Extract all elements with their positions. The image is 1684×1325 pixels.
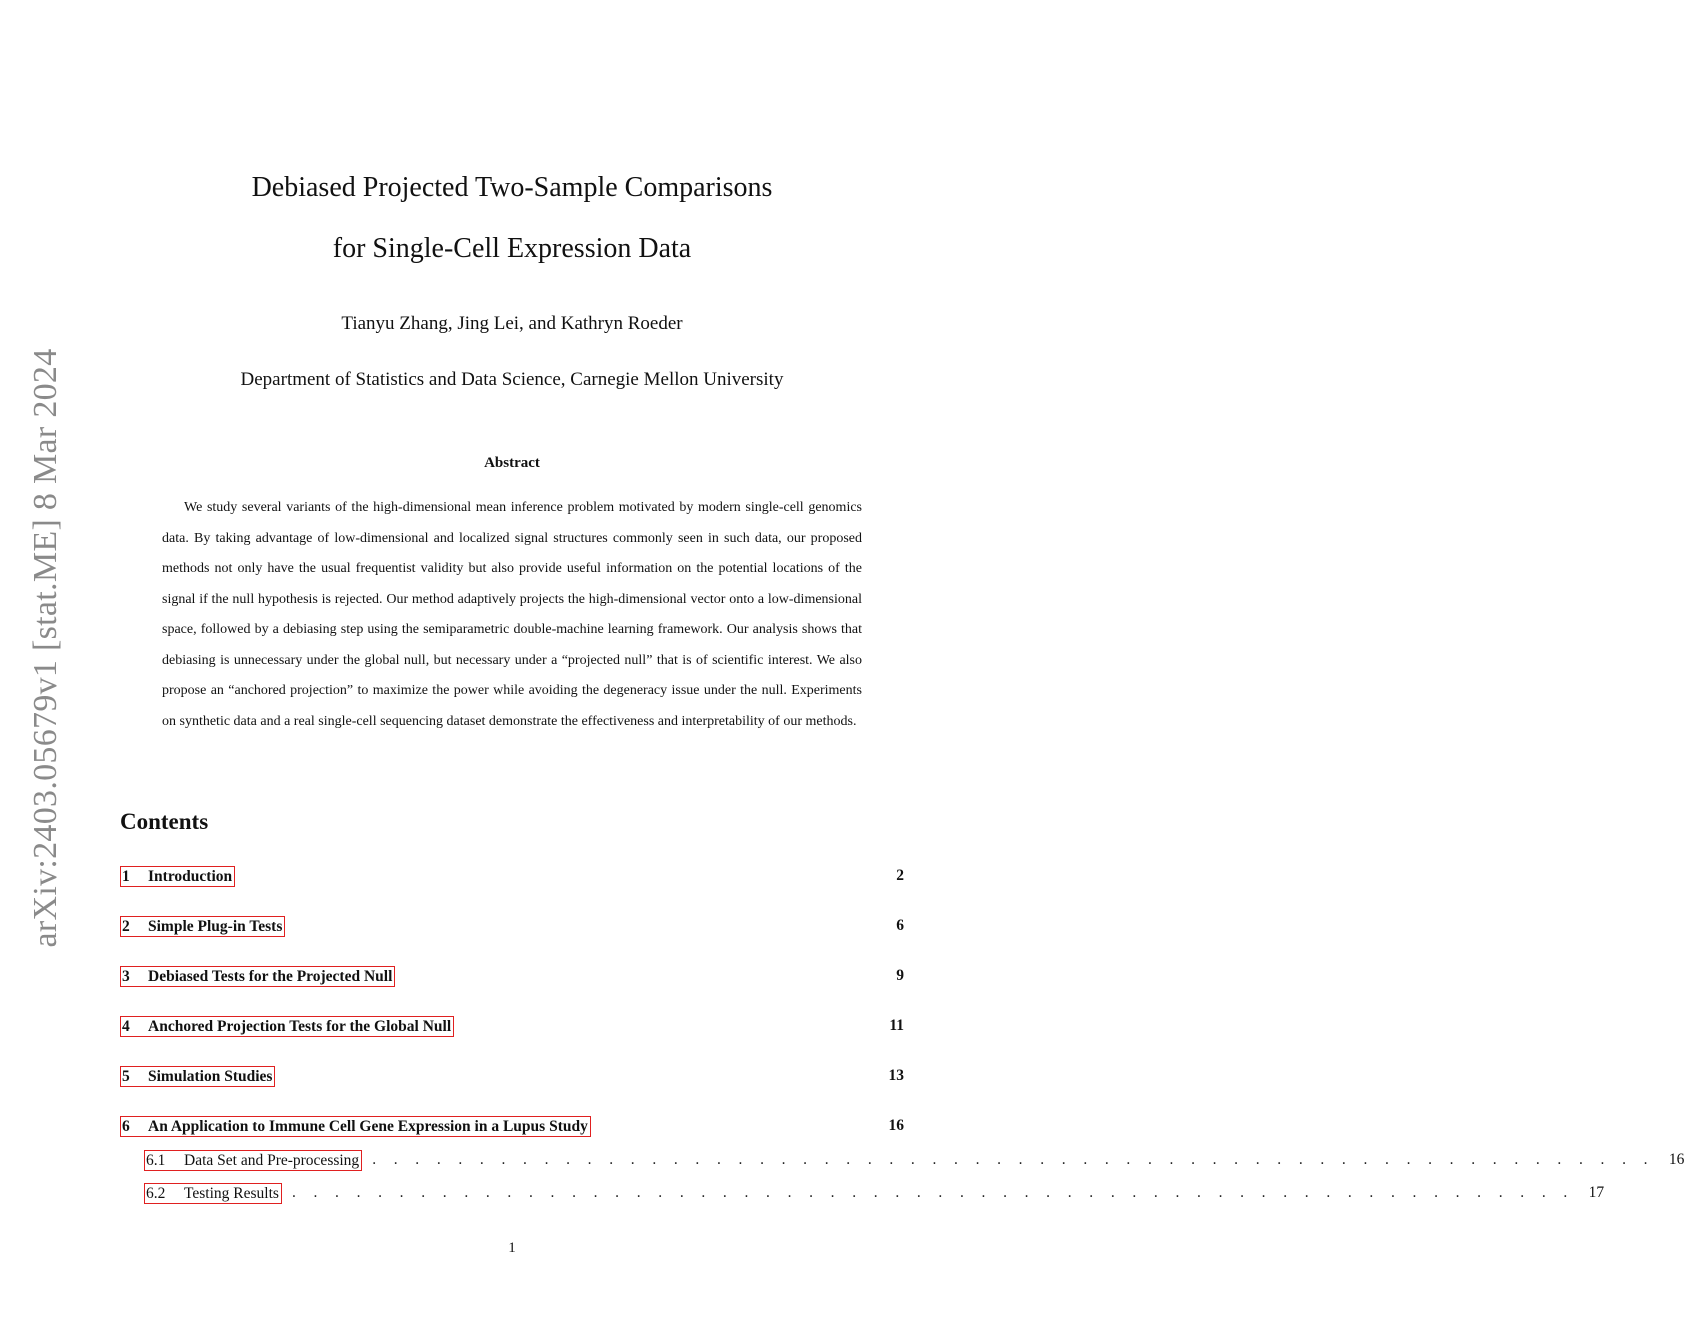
- toc-subentry-title: Data Set and Pre-processing: [184, 1151, 360, 1169]
- toc-subentry: [144, 1182, 1605, 1204]
- toc-subentry-page: 17: [1588, 1184, 1605, 1201]
- toc-entry-number: 2: [122, 917, 130, 935]
- abstract-text: We study several variants of the high-dimensional mean inference problem motivated by modern single-cell genomics data. By taking advantage of low-dimensional and localized signal structures commonly seen in such data, our proposed methods not only have the usual frequentist validity but also provide useful information on the potential locations of the signal if the null hypothesis is rejected. Our method adaptively projects the high-dimensional vector onto a low-dimensional space, followed by a debiasing step using the semiparametric double-machine learning framework. Our analysis shows that debiasing is unnecessary under the global null, but necessary under a “projected null” that is of scientific interest. We also propose an “anchored projection” to maximize the power while avoiding the degeneracy issue under the null. Experiments on synthetic data and a real single-cell sequencing dataset demonstrate the effectiveness and interpretability of our methods.: [162, 500, 862, 729]
- toc-entry: [120, 865, 904, 887]
- toc-entry-number: 5: [122, 1067, 130, 1085]
- toc-entry-page: 13: [888, 1067, 904, 1084]
- toc-subentry-title: Testing Results: [184, 1184, 279, 1202]
- paper-affiliation: Department of Statistics and Data Science, Carnegie Mellon University: [240, 369, 784, 390]
- toc-entry-title: An Application to Immune Cell Gene Expression in a Lupus Study: [148, 1117, 588, 1135]
- toc-link-simple-plug-in-tests[interactable]: [120, 916, 285, 937]
- toc-entry: [120, 915, 904, 937]
- toc-entry-page: 11: [889, 1017, 904, 1034]
- toc-entry-title: Debiased Tests for the Projected Null: [148, 967, 393, 985]
- arxiv-sidebar-stamp: arXiv:2403.05679v1 [stat.ME] 8 Mar 2024: [27, 348, 64, 948]
- toc-leader-dots: . . . . . . . . . . . . . . . . . . . . . . . . . . . . . . . . . . . . . . . . . . . . . . . . . . . . . . . . . . . .: [291, 1184, 1575, 1201]
- toc-subentry-number: 6.2: [146, 1184, 166, 1202]
- toc-entry-title: Simple Plug-in Tests: [148, 917, 283, 935]
- toc-subentry-number: 6.1: [146, 1151, 166, 1169]
- page-number: 1: [508, 1240, 516, 1256]
- paper-authors: Tianyu Zhang, Jing Lei, and Kathryn Roeder: [341, 313, 683, 334]
- toc-subentry-page: 16: [1668, 1151, 1684, 1168]
- toc-entry-page: 6: [896, 917, 904, 934]
- toc-entry-page: 9: [896, 967, 904, 984]
- toc-subentry: [144, 1149, 1684, 1171]
- toc-entry-number: 1: [122, 867, 130, 885]
- toc-entry-page: 16: [888, 1117, 904, 1134]
- toc-entry-number: 3: [122, 967, 130, 985]
- contents-heading: Contents: [120, 809, 209, 834]
- paper-title-line-1: Debiased Projected Two-Sample Comparisons: [251, 172, 773, 203]
- toc-link-debiased-tests[interactable]: [120, 966, 395, 987]
- toc-link-lupus-application[interactable]: [120, 1116, 591, 1137]
- paper-title-line-2: for Single-Cell Expression Data: [332, 233, 692, 264]
- toc-link-introduction[interactable]: [120, 866, 235, 887]
- toc-link-anchored-projection-tests[interactable]: [120, 1016, 454, 1037]
- toc-link-simulation-studies[interactable]: [120, 1066, 275, 1087]
- abstract-heading: Abstract: [484, 455, 540, 471]
- toc-leader-dots: . . . . . . . . . . . . . . . . . . . . . . . . . . . . . . . . . . . . . . . . . . . . . . . . . . . . . . . . . . . .: [372, 1151, 1655, 1168]
- toc-entry-number: 4: [122, 1017, 130, 1035]
- toc-entry: [120, 1115, 904, 1137]
- toc-entry-title: Introduction: [148, 867, 233, 885]
- toc-entry-title: Anchored Projection Tests for the Global Null: [148, 1017, 452, 1035]
- toc-entry-number: 6: [122, 1117, 130, 1135]
- toc-link-testing-results[interactable]: [144, 1183, 282, 1204]
- toc-entry: [120, 1015, 904, 1037]
- toc-link-data-set-preprocessing[interactable]: [144, 1150, 362, 1171]
- toc-entry-page: 2: [896, 867, 904, 884]
- toc-entry: [120, 1065, 904, 1087]
- toc-entry-title: Simulation Studies: [148, 1067, 273, 1085]
- toc-entry: [120, 965, 904, 987]
